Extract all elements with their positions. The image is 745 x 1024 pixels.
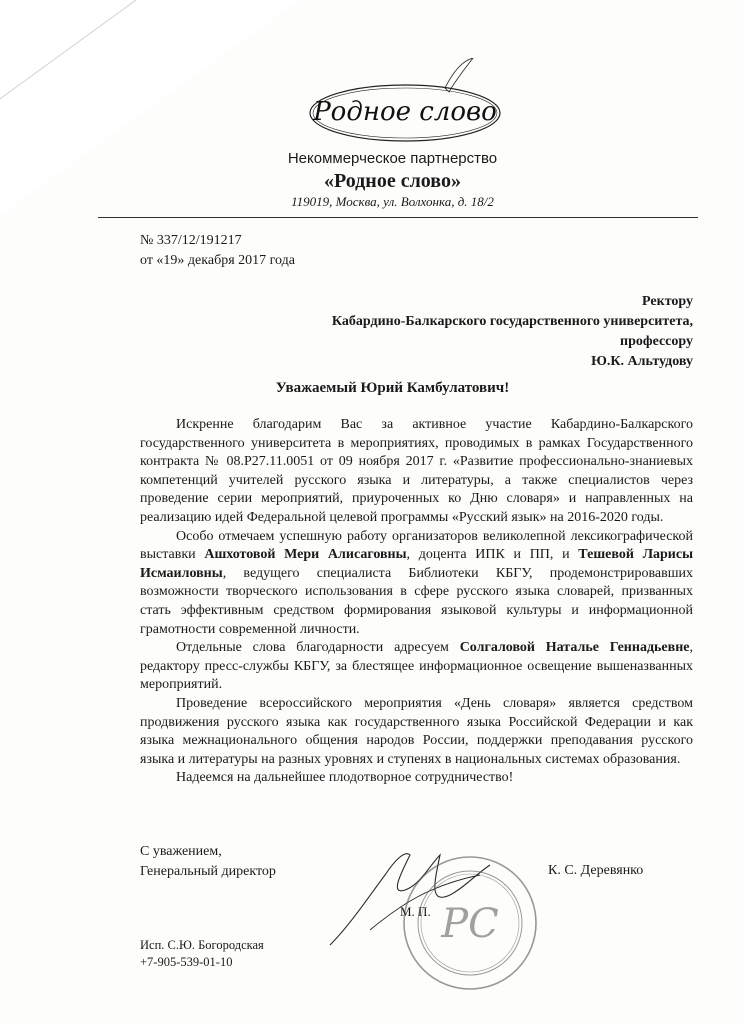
org-name: «Родное слово» — [324, 170, 461, 192]
org-logo — [305, 58, 505, 158]
addressee-block — [332, 292, 693, 372]
regards: С уважением, — [140, 844, 222, 859]
greeting: Уважаемый Юрий Камбулатович! — [275, 380, 510, 396]
addressee-line: Кабардино-Балкарского государственного университета, — [331, 314, 693, 329]
addressee-line: профессору — [620, 334, 693, 349]
executor-name: Исп. С.Ю. Богородская — [140, 938, 264, 952]
org-address: 119019, Москва, ул. Волхонка, д. 18/2 — [291, 194, 494, 209]
letter-body — [140, 416, 693, 788]
signer-name: К. С. Деревянко — [548, 863, 644, 878]
executor-phone: +7-905-539-01-10 — [140, 955, 233, 969]
paragraph: Отдельные слова благодарности адресуем Солгаловой Наталье Геннадьевне, редактору пресс-службы КБГУ, за блестящее информационное освещение вышеназванных мероприятий. — [140, 640, 693, 693]
organization-stamp — [400, 853, 540, 993]
logo-text: Родное слово — [313, 97, 497, 127]
stamp-monogram: РС — [441, 901, 499, 947]
executor-block — [140, 937, 264, 971]
signer-position: Генеральный директор — [140, 864, 276, 879]
header-divider — [98, 217, 698, 218]
seal-place-mark: М. П. — [400, 904, 431, 919]
closing-block — [140, 842, 276, 882]
paragraph: Проведение всероссийского мероприятия «День словаря» является средством продвижения русского языка как государственного языка Российской Федерации и как языка межнационального общения народов России, поддержки преподавания русского языка и литературы на разных уровнях и ступенях в национальных системах образования. — [140, 695, 693, 767]
org-type: Некоммерческое партнерство — [287, 150, 498, 167]
paragraph: Надеемся на дальнейшее плодотворное сотрудничество! — [176, 770, 514, 786]
reference-number: № 337/12/191217 — [140, 233, 242, 248]
addressee-line: Ю.К. Альтудову — [591, 354, 693, 369]
addressee-line: Ректору — [642, 294, 693, 309]
paragraph: Особо отмечаем успешную работу организаторов великолепной лексикографической выставки Ашхотовой Мери Алисаговны, доцента ИПК и ПП, и Тешевой Ларисы Исмаиловны, ведущего специалиста Библиотеки КБГУ, продемонстрировавших возможности творческого использования в сфере русского языка словарей, призванных стать эффективным средством формирования языковой культуры и информационной грамотности современной личности. — [140, 528, 694, 637]
paragraph: Искренне благодарим Вас за активное участие Кабардино-Балкарского государственного университета в мероприятиях, проводимых в рамках Государственного контракта № 08.Р27.11.0051 от 09 ноября 2017 г. «Развитие профессионально-знаниевых компетенций учителей русского языка и литературы, а также специалистов через проведение серии мероприятий, приуроченных ко Дню словаря» и направленных на реализацию идей Федеральной целевой программы «Русский язык» на 2016-2020 годы. — [140, 417, 693, 525]
reference-date: от «19» декабря 2017 года — [140, 253, 295, 268]
